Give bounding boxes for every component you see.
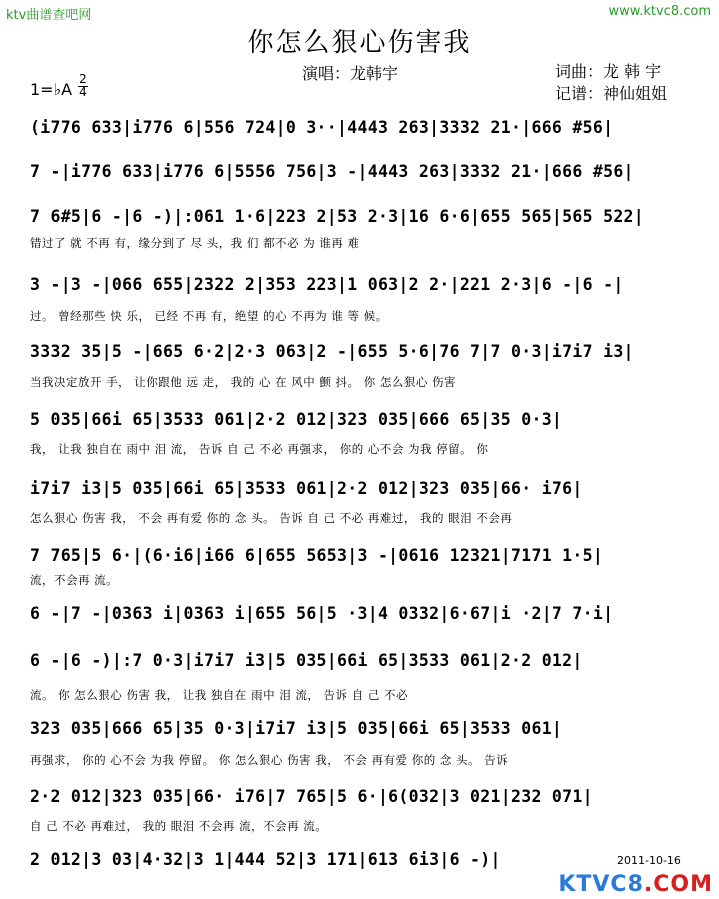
lyric-line: 流，不会再 流。 xyxy=(30,573,119,587)
lyric-line: 自 己 不必 再难过， 我的 眼泪 不会再 流，不会再 流。 xyxy=(30,819,328,833)
song-title: 你怎么狠心伤害我 xyxy=(247,28,472,58)
time-signature xyxy=(78,74,88,98)
notation-row: 6 -|7 -|0363 i|0363 i|655 56|5 ·3|4 0332|6·67|i ·2|7 7·i| xyxy=(30,604,614,623)
notation-row: 7 765|5 6·|(6·i6|i66 6|655 5653|3 -|0616 12321|7171 1·5| xyxy=(30,546,604,565)
singer-credit: 演唱：龙韩宇 xyxy=(302,64,399,83)
time-signature-bottom: 4 xyxy=(79,85,87,99)
lyric-line: 再强求， 你的 心不会 为我 停留。 你 怎么狠心 伤害 我， 不会 再有爱 你的 念 头。 告诉 xyxy=(30,753,509,767)
lyric-line: 错过了 就 不再 有，缘分到了 尽 头，我 们 都不必 为 谁再 难 xyxy=(30,236,360,250)
notation-row: 7 6#5|6 -|6 -)|:061 1·6|223 2|53 2·3|16 6·6|655 565|565 522| xyxy=(30,207,645,226)
lyric-line: 当我决定放开 手， 让你跟他 远 走， 我的 心 在 风中 颤 抖。 你 怎么狠心 伤害 xyxy=(30,375,457,389)
notation-date: 2011-10-16 xyxy=(617,854,681,867)
notation-row: 5 035|66i 65|3533 061|2·2 012|323 035|666 65|35 0·3| xyxy=(30,410,563,429)
notation-row: 323 035|666 65|35 0·3|i7i7 i3|5 035|66i 65|3533 061| xyxy=(30,719,563,738)
notation-row: 2·2 012|323 035|66· i76|7 765|5 6·|6(032|3 021|232 071| xyxy=(30,787,593,806)
key-signature: 1=♭A xyxy=(30,80,73,99)
footer-watermark xyxy=(558,872,713,897)
lyric-line: 流。 你 怎么狠心 伤害 我， 让我 独自在 雨中 泪 流， 告诉 自 己 不必 xyxy=(30,688,409,702)
lyric-line: 我， 让我 独自在 雨中 泪 流， 告诉 自 己 不必 再强求， 你的 心不会 为我 停留。 你 xyxy=(30,442,489,456)
notator-credit: 记谱：神仙姐姐 xyxy=(555,84,668,103)
notation-row: i7i7 i3|5 035|66i 65|3533 061|2·2 012|323 035|66· i76| xyxy=(30,479,583,498)
composer-credit: 词曲：龙 韩 宇 xyxy=(555,62,662,81)
notation-row: (i776 633|i776 6|556 724|0 3··|4443 263|3332 21·|666 #56| xyxy=(30,118,614,137)
watermark-site-name: ktv曲谱查吧网 xyxy=(6,8,92,23)
notation-row: 6 -|6 -)|:7 0·3|i7i7 i3|5 035|66i 65|3533 061|2·2 012| xyxy=(30,651,583,670)
notation-row: 2 012|3 03|4·32|3 1|444 52|3 171|613 6i3|6 -)| xyxy=(30,850,501,869)
footer-brand: KTVC8 xyxy=(558,872,644,897)
time-signature-top: 2 xyxy=(79,72,87,86)
footer-domain: .COM xyxy=(643,872,713,897)
notation-row: 3 -|3 -|066 655|2322 2|353 223|1 063|2 2·|221 2·3|6 -|6 -| xyxy=(30,275,624,294)
lyric-line: 过。 曾经那些 快 乐， 已经 不再 有，绝望 的心 不再为 谁 等 候。 xyxy=(30,309,388,323)
lyric-line: 怎么狠心 伤害 我， 不会 再有爱 你的 念 头。 告诉 自 己 不必 再难过， 我的 眼泪 不会再 xyxy=(30,511,513,525)
notation-row: 3332 35|5 -|665 6·2|2·3 063|2 -|655 5·6|76 7|7 0·3|i7i7 i3| xyxy=(30,342,634,361)
notation-row: 7 -|i776 633|i776 6|5556 756|3 -|4443 263|3332 21·|666 #56| xyxy=(30,162,634,181)
watermark-site-url: www.ktvc8.com xyxy=(608,4,711,19)
